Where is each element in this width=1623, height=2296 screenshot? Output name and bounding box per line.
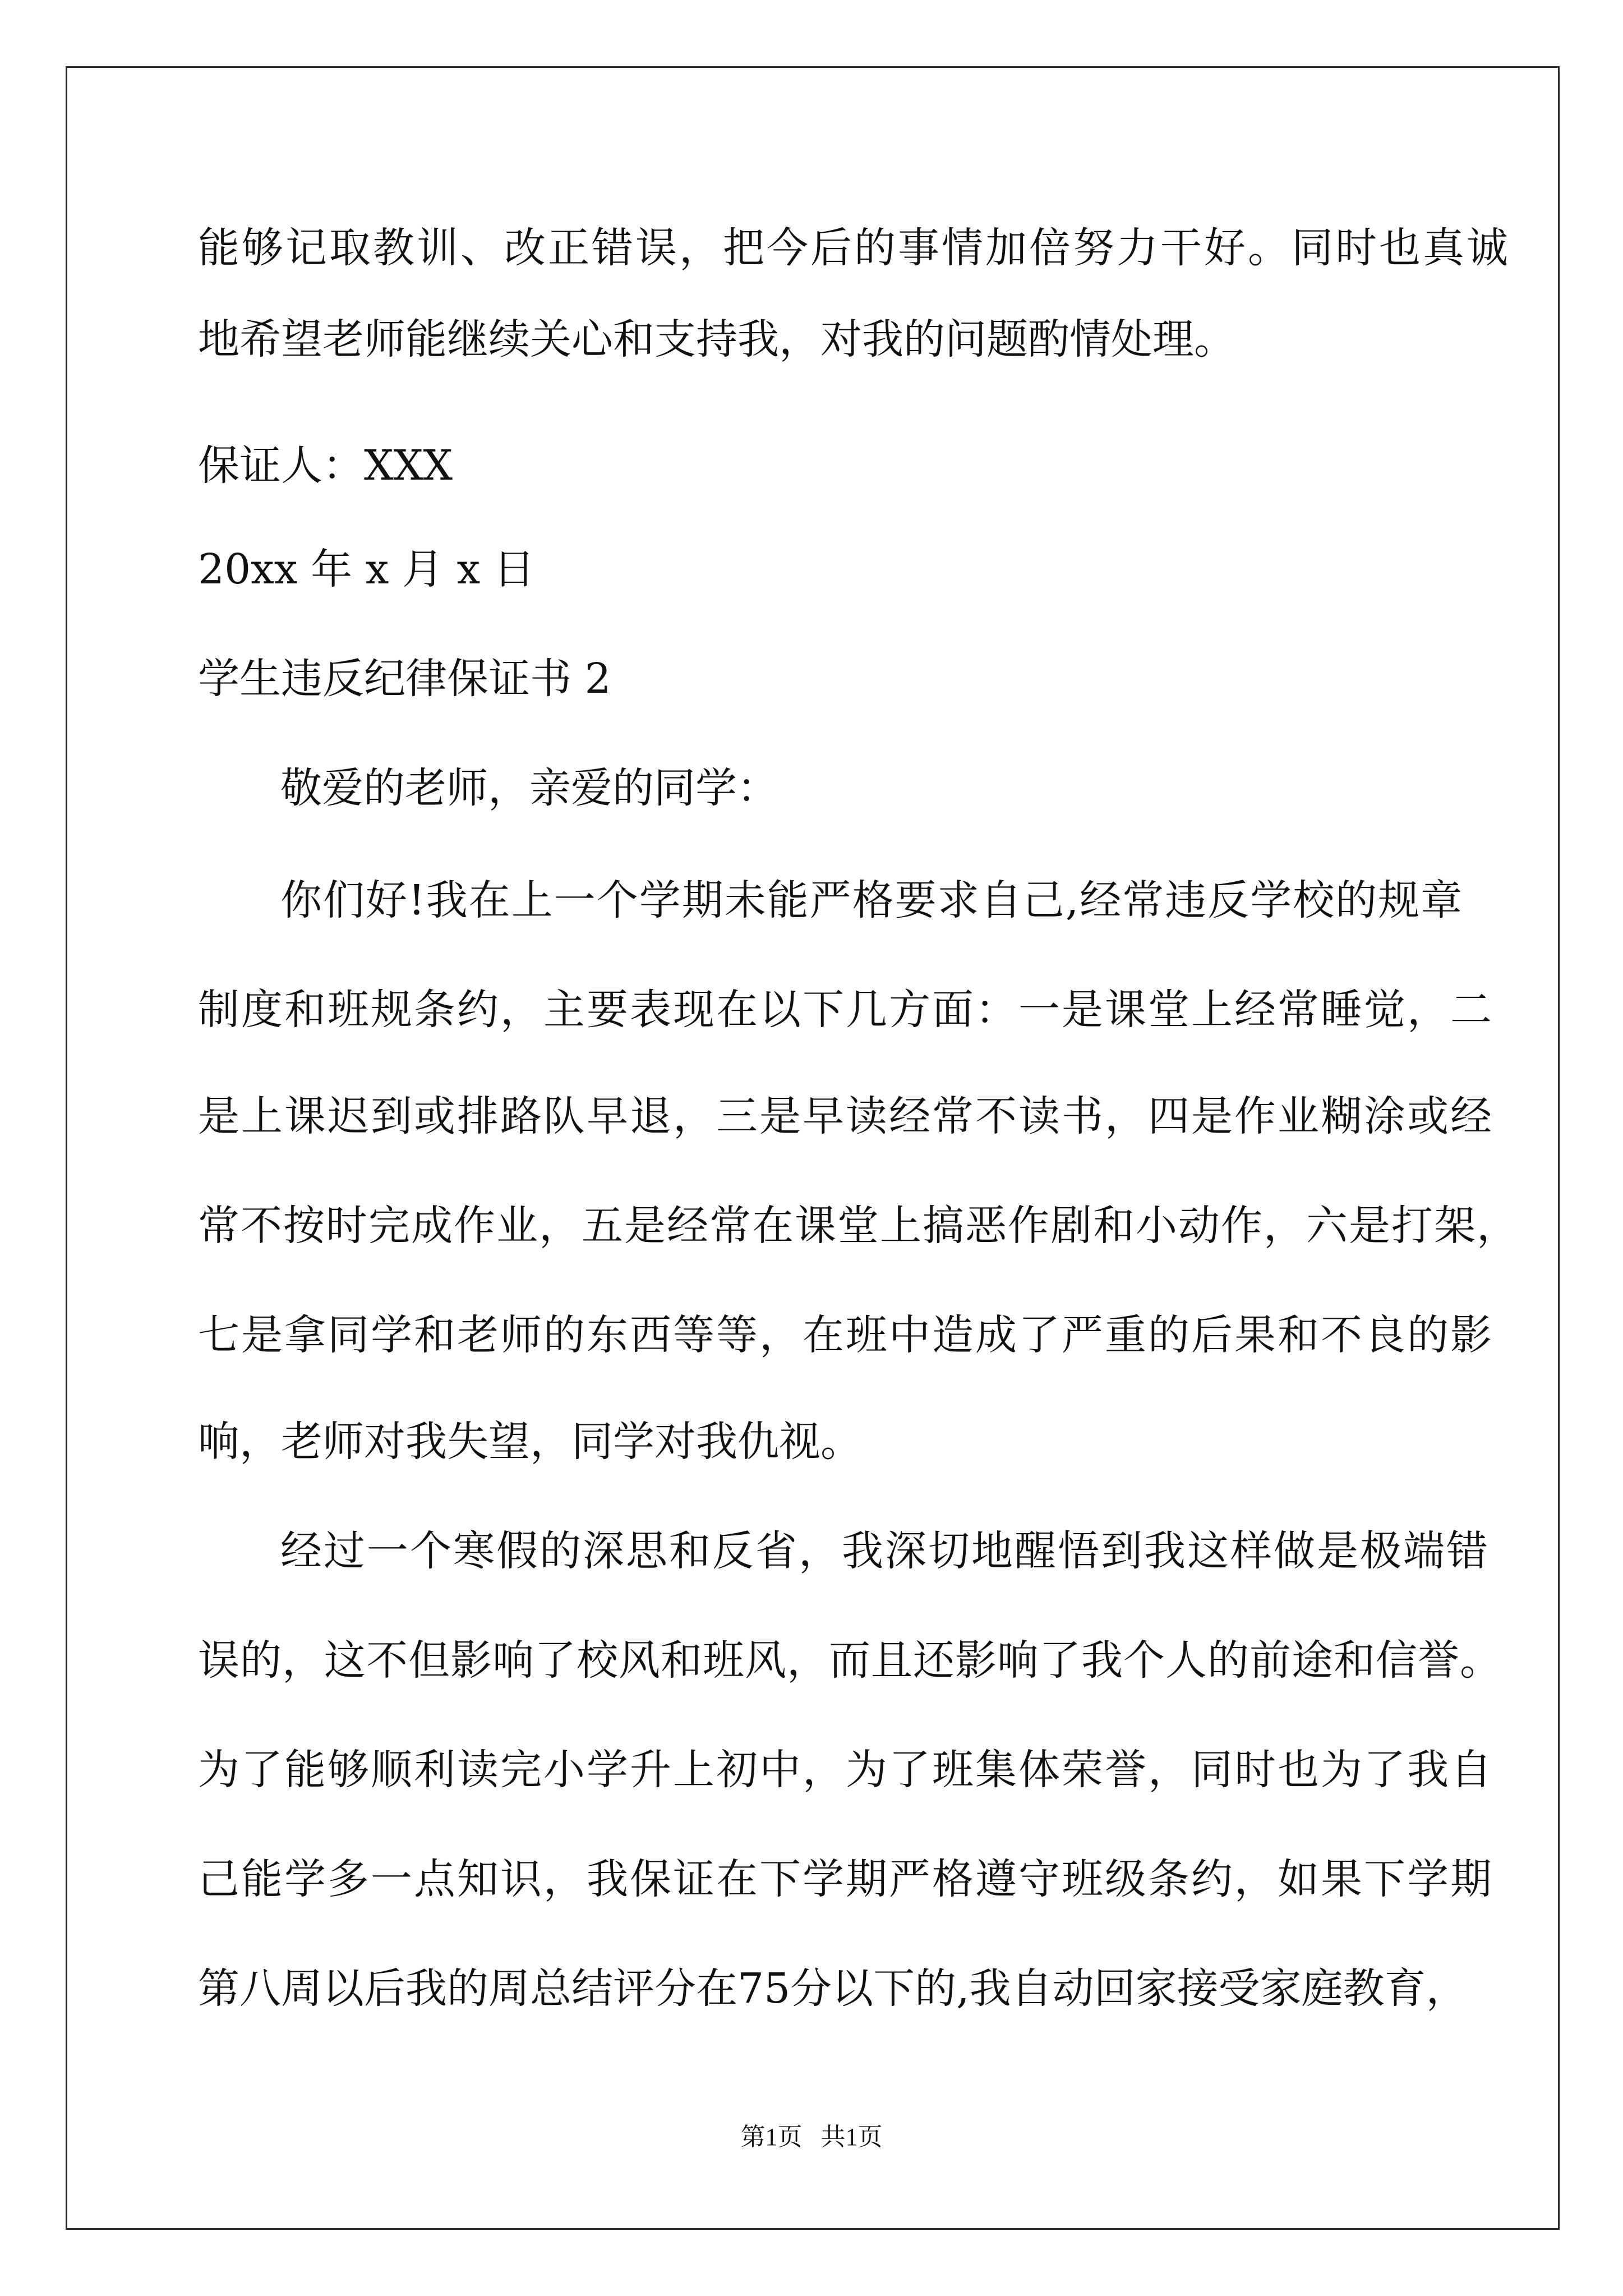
salutation: 敬爱的老师，亲爱的同学： [280, 764, 778, 812]
signer-line: 保证人：XXX [198, 441, 453, 490]
body-line: 能够记取教训、改正错误，把今后的事情加倍努力干好。同时也真诚 [198, 224, 1510, 272]
body-line: 误的，这不但影响了校风和班风，而且还影响了我个人的前途和信誉。 [198, 1636, 1502, 1685]
body-line: 地希望老师能继续关心和支持我，对我的问题酌情处理。 [198, 315, 1235, 364]
body-line: 是上课迟到或排路队早退，三是早读经常不读书，四是作业糊涂或经 [198, 1092, 1493, 1140]
body-line: 为了能够顺利读完小学升上初中，为了班集体荣誉，同时也为了我自 [198, 1746, 1493, 1794]
body-line: 你们好!我在上一个学期未能严格要求自己,经常违反学校的规章 [280, 876, 1464, 924]
body-line: 第八周以后我的周总结评分在75分以下的,我自动回家接受家庭教育， [198, 1964, 1468, 2013]
body-line: 常不按时完成作业，五是经常在课堂上搞恶作剧和小动作，六是打架， [198, 1202, 1519, 1250]
page-footer: 第1页 共1页 [740, 2123, 883, 2151]
body-line: 七是拿同学和老师的东西等等，在班中造成了严重的后果和不良的影 [198, 1311, 1493, 1359]
body-line: 经过一个寒假的深思和反省，我深切地醒悟到我这样做是极端错 [280, 1527, 1490, 1575]
body-line: 己能学多一点知识，我保证在下学期严格遵守班级条约，如果下学期 [198, 1855, 1493, 1903]
date-line: 20xx 年 x 月 x 日 [198, 545, 535, 593]
document-title: 学生违反纪律保证书 2 [198, 655, 611, 703]
body-line: 响，老师对我失望，同学对我仇视。 [198, 1418, 862, 1466]
body-line: 制度和班规条约，主要表现在以下几方面：一是课堂上经常睡觉，二 [198, 986, 1493, 1034]
